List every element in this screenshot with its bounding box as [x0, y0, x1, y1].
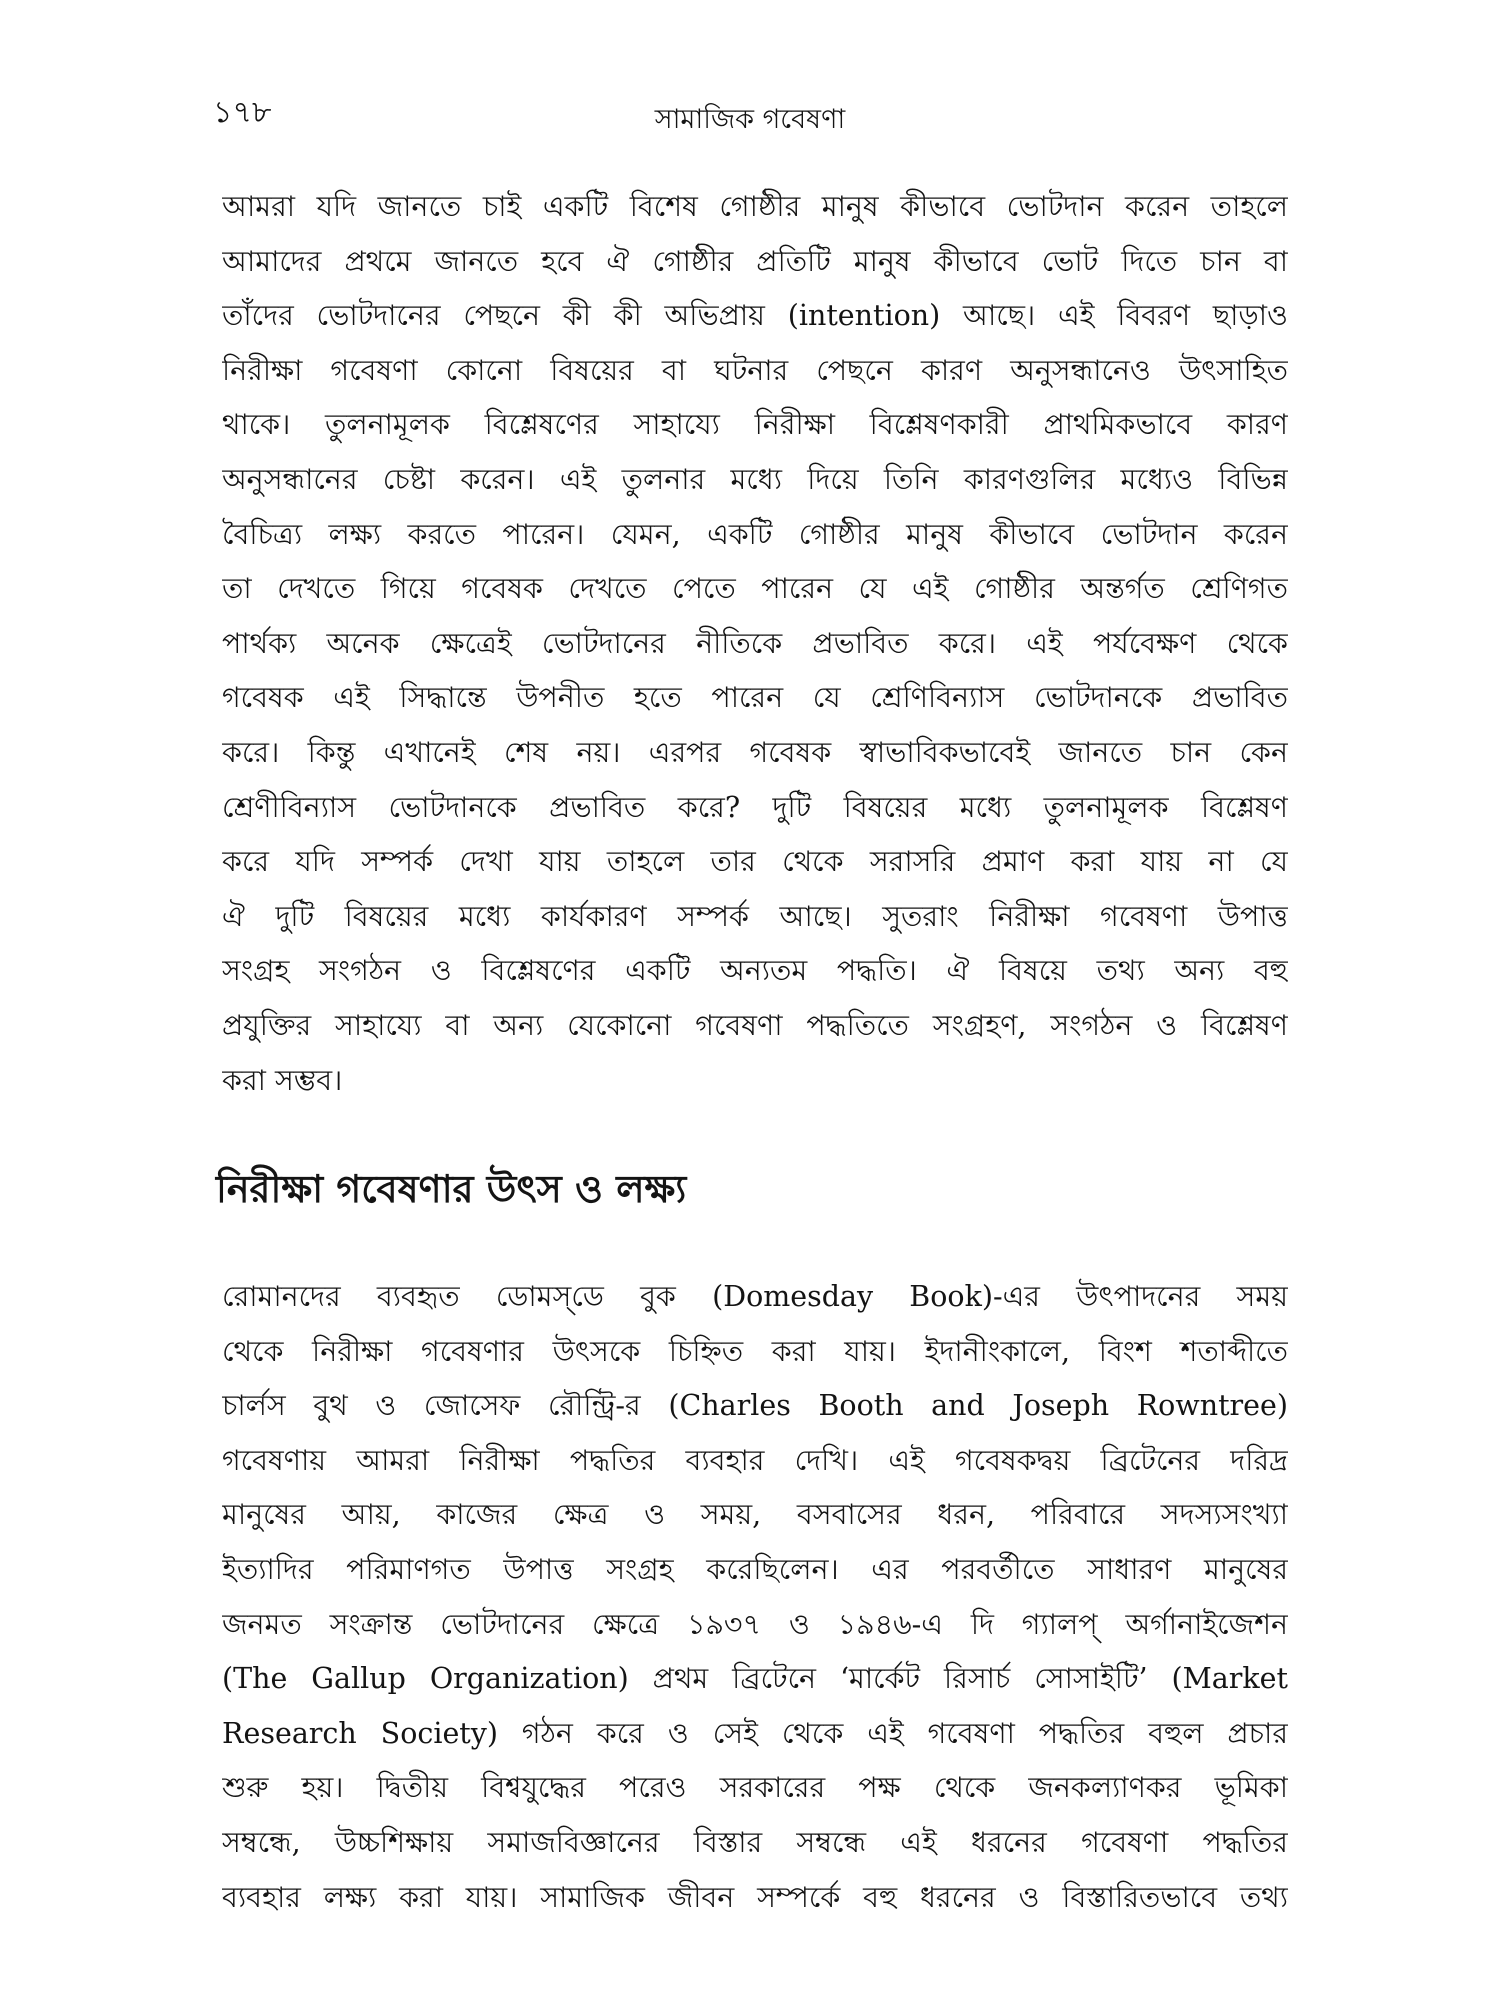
text-line: চার্লস বুথ ও জোসেফ রৌন্ট্রি-র (Charles Booth and Joseph Rowntree): [222, 1389, 1288, 1423]
text-line: আমাদের প্রথমে জানতে হবে ঐ গোষ্ঠীর প্রতিটি মানুষ কীভাবে ভোট দিতে চান বা: [222, 244, 1288, 278]
text-line: করে। কিন্তু এখানেই শেষ নয়। এরপর গবেষক স্বাভাবিকভাবেই জানতে চান কেন: [222, 735, 1288, 769]
text-line: প্রযুক্তির সাহায্যে বা অন্য যেকোনো গবেষণা পদ্ধতিতে সংগ্রহণ, সংগঠন ও বিশ্লেষণ: [222, 1008, 1288, 1042]
text-line: সম্বন্ধে, উচ্চশিক্ষায় সমাজবিজ্ঞানের বিস্তার সম্বন্ধে এই ধরনের গবেষণা পদ্ধতির: [222, 1825, 1288, 1859]
running-head: সামাজিক গবেষণা: [654, 104, 846, 135]
text-line: অনুসন্ধানের চেষ্টা করেন। এই তুলনার মধ্যে দিয়ে তিনি কারণগুলির মধ্যেও বিভিন্ন: [222, 462, 1288, 496]
text-line: গবেষক এই সিদ্ধান্তে উপনীত হতে পারেন যে শ্রেণিবিন্যাস ভোটদানকে প্রভাবিত: [222, 681, 1288, 715]
text-line: তাঁদের ভোটদানের পেছনে কী কী অভিপ্রায় (intention) আছে। এই বিবরণ ছাড়াও: [222, 299, 1288, 333]
text-line: করে যদি সম্পর্ক দেখা যায় তাহলে তার থেকে সরাসরি প্রমাণ করা যায় না যে: [222, 845, 1288, 879]
text-line: (The Gallup Organization) প্রথম ব্রিটেনে ‘মার্কেট রিসার্চ সোসাইটি’ (Market: [222, 1662, 1288, 1696]
text-line: ব্যবহার লক্ষ্য করা যায়। সামাজিক জীবন সম্পর্কে বহু ধরনের ও বিস্তারিতভাবে তথ্য: [222, 1880, 1288, 1914]
text-line: শ্রেণীবিন্যাস ভোটদানকে প্রভাবিত করে? দুটি বিষয়ের মধ্যে তুলনামূলক বিশ্লেষণ: [222, 790, 1288, 824]
text-line: গবেষণায় আমরা নিরীক্ষা পদ্ধতির ব্যবহার দেখি। এই গবেষকদ্বয় ব্রিটেনের দরিদ্র: [222, 1443, 1288, 1477]
text-line: থাকে। তুলনামূলক বিশ্লেষণের সাহায্যে নিরীক্ষা বিশ্লেষণকারী প্রাথমিকভাবে কারণ: [222, 408, 1288, 442]
text-line: তা দেখতে গিয়ে গবেষক দেখতে পেতে পারেন যে এই গোষ্ঠীর অন্তর্গত শ্রেণিগত: [222, 572, 1288, 606]
paragraph-surveys-causality: [222, 180, 1288, 1108]
text-line: ইত্যাদির পরিমাণগত উপাত্ত সংগ্রহ করেছিলেন। এর পরবর্তীতে সাধারণ মানুষের: [222, 1552, 1288, 1586]
text-line: পার্থক্য অনেক ক্ষেত্রেই ভোটদানের নীতিকে প্রভাবিত করে। এই পর্যবেক্ষণ থেকে: [222, 626, 1288, 660]
text-line: থেকে নিরীক্ষা গবেষণার উৎসকে চিহ্নিত করা যায়। ইদানীংকালে, বিংশ শতাব্দীতে: [222, 1334, 1288, 1368]
page-number: ১৭৮: [213, 95, 272, 130]
text-line: ঐ দুটি বিষয়ের মধ্যে কার্যকারণ সম্পর্ক আছে। সুতরাং নিরীক্ষা গবেষণা উপাত্ত: [222, 899, 1288, 933]
text-line: শুরু হয়। দ্বিতীয় বিশ্বযুদ্ধের পরেও সরকারের পক্ষ থেকে জনকল্যাণকর ভূমিকা: [222, 1771, 1288, 1805]
text-line: করা সম্ভব।: [222, 1063, 343, 1097]
text-line: আমরা যদি জানতে চাই একটি বিশেষ গোষ্ঠীর মানুষ কীভাবে ভোটদান করেন তাহলে: [222, 190, 1288, 223]
text-line: জনমত সংক্রান্ত ভোটদানের ক্ষেত্রে ১৯৩৭ ও ১৯৪৬-এ দি গ্যালপ্‌ অর্গানাইজেশন: [222, 1607, 1288, 1641]
section-heading: নিরীক্ষা গবেষণার উৎস ও লক্ষ্য: [216, 1167, 687, 1211]
text-line: সংগ্রহ সংগঠন ও বিশ্লেষণের একটি অন্যতম পদ্ধতি। ঐ বিষয়ে তথ্য অন্য বহু: [222, 954, 1288, 988]
text-line: বৈচিত্র্য লক্ষ্য করতে পারেন। যেমন, একটি গোষ্ঠীর মানুষ কীভাবে ভোটদান করেন: [222, 517, 1288, 551]
text-line: রোমানদের ব্যবহৃত ডোমস্‌ডে বুক (Domesday Book)-এর উৎপাদনের সময়: [222, 1280, 1288, 1313]
text-line: নিরীক্ষা গবেষণা কোনো বিষয়ের বা ঘটনার পেছনে কারণ অনুসন্ধানেও উৎসাহিত: [222, 353, 1288, 387]
text-line: মানুষের আয়, কাজের ক্ষেত্র ও সময়, বসবাসের ধরন, পরিবারে সদস্যসংখ্যা: [222, 1498, 1288, 1532]
paragraph-survey-origins: [222, 1270, 1288, 1925]
text-line: Research Society) গঠন করে ও সেই থেকে এই গবেষণা পদ্ধতির বহুল প্রচার: [222, 1716, 1288, 1750]
